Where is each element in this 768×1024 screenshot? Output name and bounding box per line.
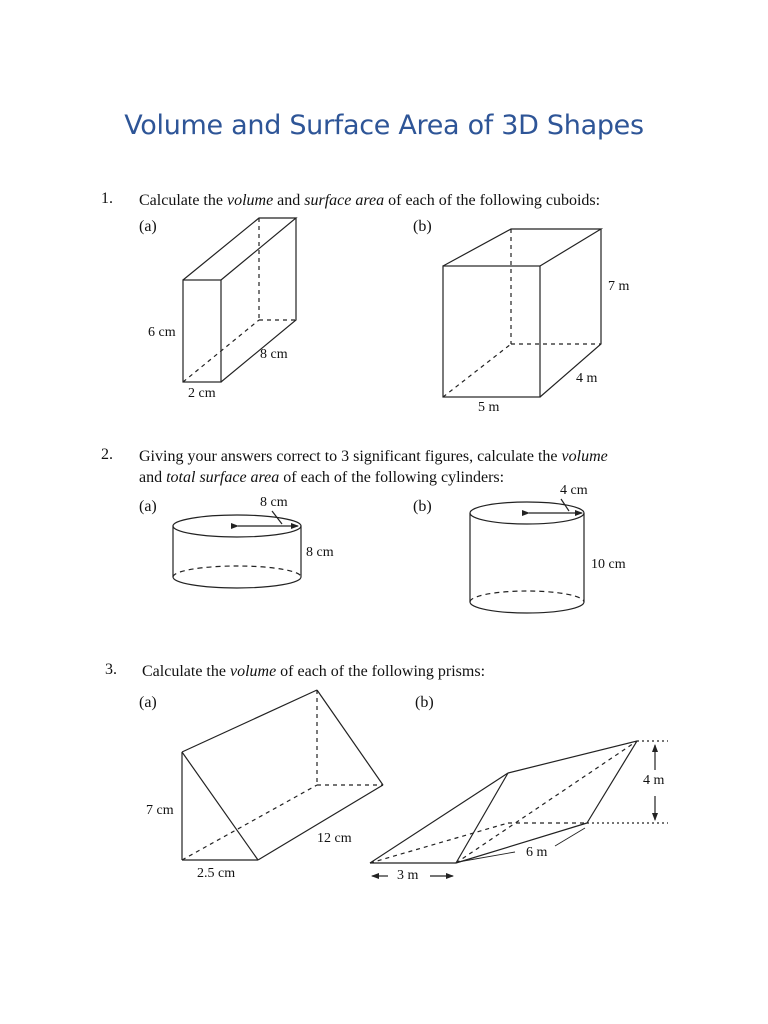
q1b-label: (b) xyxy=(413,218,432,235)
q1a-height-label: 6 cm xyxy=(148,325,176,340)
q1a-label: (a) xyxy=(139,218,157,235)
page-title: Volume and Surface Area of 3D Shapes xyxy=(124,110,644,141)
cylinder-a-figure xyxy=(173,511,301,588)
q3a-base-label: 2.5 cm xyxy=(197,866,236,881)
q1a-depth-label: 8 cm xyxy=(260,347,288,362)
question-2-number: 2. xyxy=(101,446,113,463)
q2a-radius-label: 8 cm xyxy=(260,495,288,510)
q3a-label: (a) xyxy=(139,694,157,711)
question-3-number: 3. xyxy=(105,661,117,678)
question-1-text: Calculate the volume and surface area of each of the following cuboids: xyxy=(139,192,601,209)
q2b-height-label: 10 cm xyxy=(591,557,626,572)
q2a-label: (a) xyxy=(139,498,157,515)
cylinder-b-figure xyxy=(470,499,584,613)
q3b-length-label: 6 m xyxy=(526,845,548,860)
prism-a-figure xyxy=(182,690,383,860)
question-2-text: Giving your answers correct to 3 significant figures, calculate the volume and total surface area of each of the following cylinders: xyxy=(139,448,608,486)
q3b-height-label: 4 m xyxy=(643,773,665,788)
q3a-height-label: 7 cm xyxy=(146,803,174,818)
q2a-height-label: 8 cm xyxy=(306,545,334,560)
q1a-width-label: 2 cm xyxy=(188,386,216,401)
q2b-label: (b) xyxy=(413,498,432,515)
question-3-text: Calculate the volume of each of the following prisms: xyxy=(142,663,486,680)
q3b-base-label: 3 m xyxy=(397,868,419,883)
q2b-radius-label: 4 cm xyxy=(560,483,588,498)
q1b-height-label: 7 m xyxy=(608,279,630,294)
q1b-width-label: 5 m xyxy=(478,400,500,415)
q1b-depth-label: 4 m xyxy=(576,371,598,386)
prism-b-figure xyxy=(370,741,668,876)
q3a-length-label: 12 cm xyxy=(317,831,352,846)
q3b-label: (b) xyxy=(415,694,434,711)
question-1-number: 1. xyxy=(101,190,113,207)
